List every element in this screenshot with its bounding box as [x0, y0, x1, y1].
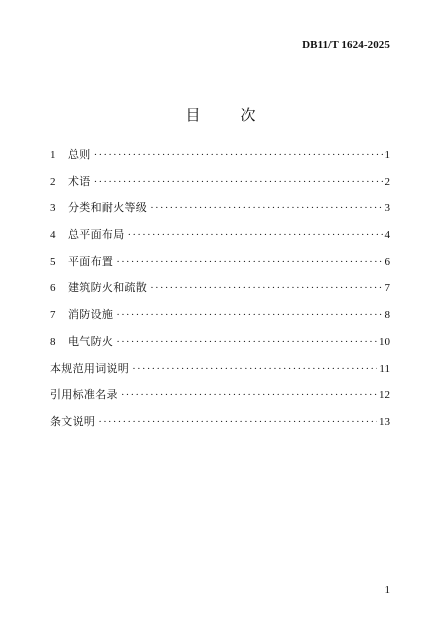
toc-entry-8[interactable] — [50, 333, 390, 360]
toc-entry-number: 7 — [50, 309, 56, 322]
toc-entry-label: 总平面布局 — [68, 228, 125, 242]
toc-entry-page: 2 — [384, 175, 390, 188]
toc-entry-number: 1 — [50, 149, 56, 161]
toc-entry-7[interactable] — [50, 306, 390, 333]
toc-entry-label: 电气防火 — [68, 334, 114, 348]
table-of-contents — [50, 146, 390, 440]
dot-leader — [94, 176, 383, 188]
toc-entry-page: 12 — [379, 389, 390, 402]
toc-entry-page: 3 — [384, 202, 390, 215]
toc-entry-3[interactable] — [50, 199, 390, 226]
toc-entry-number: 8 — [50, 335, 56, 348]
toc-entry-clause-explanation[interactable] — [50, 413, 390, 440]
toc-entry-5[interactable] — [50, 253, 390, 280]
toc-entry-page: 4 — [384, 229, 390, 242]
toc-entry-label: 术语 — [68, 174, 91, 188]
dot-leader — [116, 336, 377, 348]
page-number: 1 — [384, 584, 390, 596]
toc-entry-label: 建筑防火和疏散 — [68, 281, 148, 295]
toc-entry-label: 分类和耐火等级 — [68, 201, 148, 215]
dot-leader — [116, 256, 382, 268]
toc-entry-2[interactable] — [50, 173, 390, 200]
toc-entry-label: 条文说明 — [50, 414, 96, 428]
toc-entry-page: 10 — [379, 335, 390, 348]
toc-entry-label: 引用标准名录 — [50, 388, 118, 402]
document-code: DB11/T 1624-2025 — [302, 39, 390, 51]
dot-leader — [150, 202, 382, 214]
toc-entry-referenced-standards[interactable] — [50, 386, 390, 413]
dot-leader — [121, 389, 377, 401]
toc-entry-number: 5 — [50, 255, 56, 268]
toc-entry-number: 4 — [50, 229, 56, 242]
toc-title-char-2: 次 — [240, 106, 256, 124]
dot-leader — [132, 363, 377, 375]
toc-entry-4[interactable] — [50, 226, 390, 253]
dot-leader — [150, 282, 382, 294]
toc-title-char-1: 目 — [185, 106, 201, 124]
dot-leader — [116, 309, 382, 321]
dot-leader — [94, 149, 383, 161]
toc-entry-label: 本规范用词说明 — [50, 361, 130, 375]
toc-entry-number: 6 — [50, 282, 56, 295]
toc-entry-label: 总则 — [68, 148, 91, 161]
toc-entry-number: 3 — [50, 202, 56, 215]
toc-entry-label: 平面布置 — [68, 254, 114, 268]
toc-entry-page: 11 — [379, 362, 390, 375]
toc-entry-label: 消防设施 — [68, 308, 114, 322]
dot-leader — [98, 416, 377, 428]
toc-entry-number: 2 — [50, 175, 56, 188]
toc-entry-wording-explanation[interactable] — [50, 360, 390, 387]
toc-entry-page: 1 — [384, 149, 390, 161]
toc-entry-page: 8 — [384, 309, 390, 322]
toc-entry-1[interactable] — [50, 146, 390, 173]
dot-leader — [128, 229, 383, 241]
toc-title — [0, 104, 441, 125]
toc-entry-page: 6 — [384, 255, 390, 268]
toc-entry-6[interactable] — [50, 279, 390, 306]
toc-entry-page: 7 — [384, 282, 390, 295]
toc-entry-page: 13 — [379, 415, 390, 428]
